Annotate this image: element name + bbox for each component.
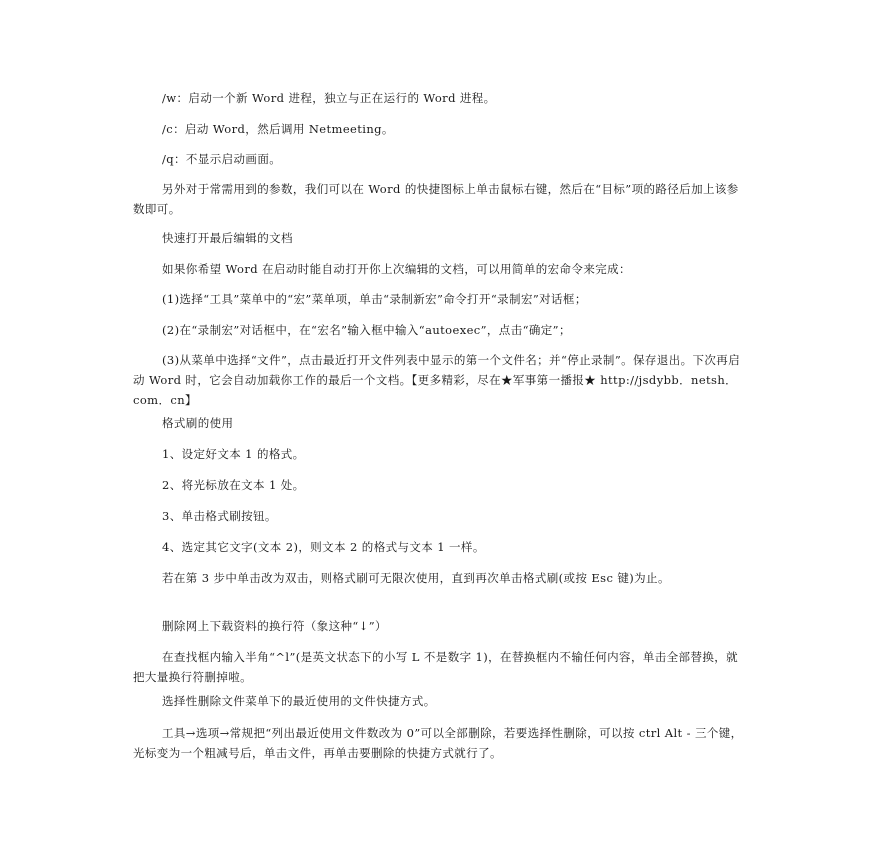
heading-delete-recent-files: 选择性删除文件菜单下的最近使用的文件快捷方式。 — [162, 694, 436, 708]
paragraph-switch-w: /w：启动一个新 Word 进程，独立与正在运行的 Word 进程。 — [162, 91, 496, 105]
heading-format-painter: 格式刷的使用 — [162, 416, 234, 430]
list-item-format-3: 3、单击格式刷按钮。 — [162, 509, 277, 523]
list-item-format-1: 1、设定好文本 1 的格式。 — [162, 447, 305, 461]
heading-remove-line-breaks: 删除网上下载资料的换行符（象这种“↓”） — [162, 619, 387, 633]
heading-open-last-document: 快速打开最后编辑的文档 — [162, 231, 293, 245]
paragraph-step-1: (1)选择“工具”菜单中的“宏”菜单项，单击“录制新宏”命令打开“录制宏”对话框； — [162, 292, 587, 306]
paragraph-double-click: 若在第 3 步中单击改为双击，则格式刷可无限次使用，直到再次单击格式刷(或按 Esc 键)为止。 — [162, 571, 670, 585]
paragraph-step-2: (2)在“录制宏”对话框中，在“宏名”输入框中输入“autoexec”，点击“确定”； — [162, 323, 571, 337]
list-item-format-2: 2、将光标放在文本 1 处。 — [162, 478, 305, 492]
paragraph-step-3: (3)从菜单中选择“文件”，点击最近打开文件列表中显示的第一个文件名；并“停止录制”。保存退出。下次再启动 Word 时，它会自动加载你工作的最后一个文档。【更多精彩，尽在★军事第一播报★ http://jsdybb．netsh．com．cn】 — [133, 353, 741, 407]
list-item-format-4: 4、选定其它文字(文本 2)，则文本 2 的格式与文本 1 一样。 — [162, 540, 485, 554]
paragraph-switch-q: /q：不显示启动画面。 — [162, 152, 282, 166]
paragraph-shortcut-params: 另外对于常需用到的参数，我们可以在 Word 的快捷图标上单击鼠标右键，然后在“目标”项的路径后加上该参数即可。 — [133, 182, 739, 216]
paragraph-switch-c: /c：启动 Word，然后调用 Netmeeting。 — [162, 122, 394, 136]
paragraph-macro-intro: 如果你希望 Word 在启动时能自动打开你上次编辑的文档，可以用简单的宏命令来完成： — [162, 262, 631, 276]
paragraph-options-general: 工具→选项→常规把“列出最近使用文件数改为 0”可以全部删除，若要选择性删除，可以按 ctrl Alt - 三个键，光标变为一个粗减号后，单击文件，再单击要删除的快捷方式就行了。 — [133, 726, 743, 760]
paragraph-find-replace: 在查找框内输入半角“^l”(是英文状态下的小写 L 不是数字 1)，在替换框内不输任何内容，单击全部替换，就把大量换行符删掉啦。 — [133, 650, 739, 684]
